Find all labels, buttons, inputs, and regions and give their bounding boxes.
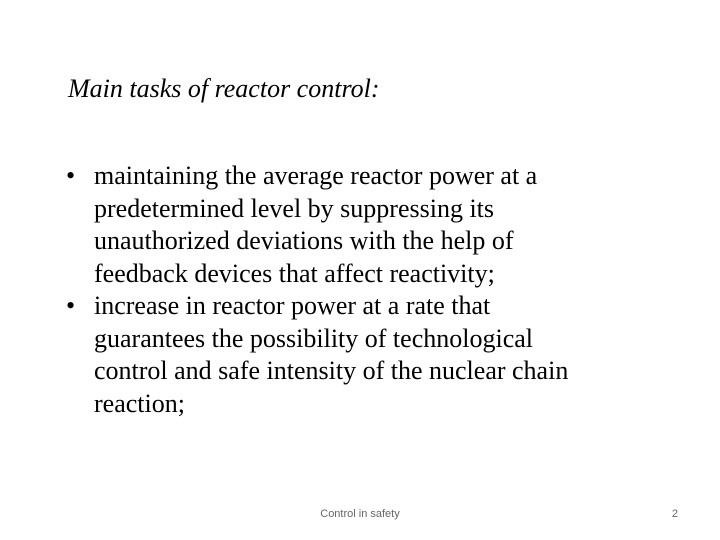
bullet-marker: • — [66, 161, 76, 190]
footer-text: Control in safety — [320, 508, 400, 520]
slide-title: Main tasks of reactor control: — [68, 74, 380, 103]
bullet-line: unauthorized deviations with the help of — [94, 226, 514, 255]
bullet-line: control and safe intensity of the nuclear chain — [94, 356, 569, 385]
bullet-item — [66, 160, 666, 290]
bullet-marker: • — [66, 291, 76, 320]
bullet-line: maintaining the average reactor power at a — [94, 161, 538, 190]
bullet-line: increase in reactor power at a rate that — [94, 291, 491, 320]
bullet-line: reaction; — [94, 388, 185, 418]
bullet-item — [66, 290, 666, 420]
bullet-line: predetermined level by suppressing its — [94, 193, 495, 223]
bullet-line: guarantees the possibility of technological — [94, 323, 533, 353]
page-number: 2 — [671, 508, 678, 520]
bullet-list — [66, 160, 666, 420]
bullet-line: feedback devices that affect reactivity; — [94, 258, 495, 288]
